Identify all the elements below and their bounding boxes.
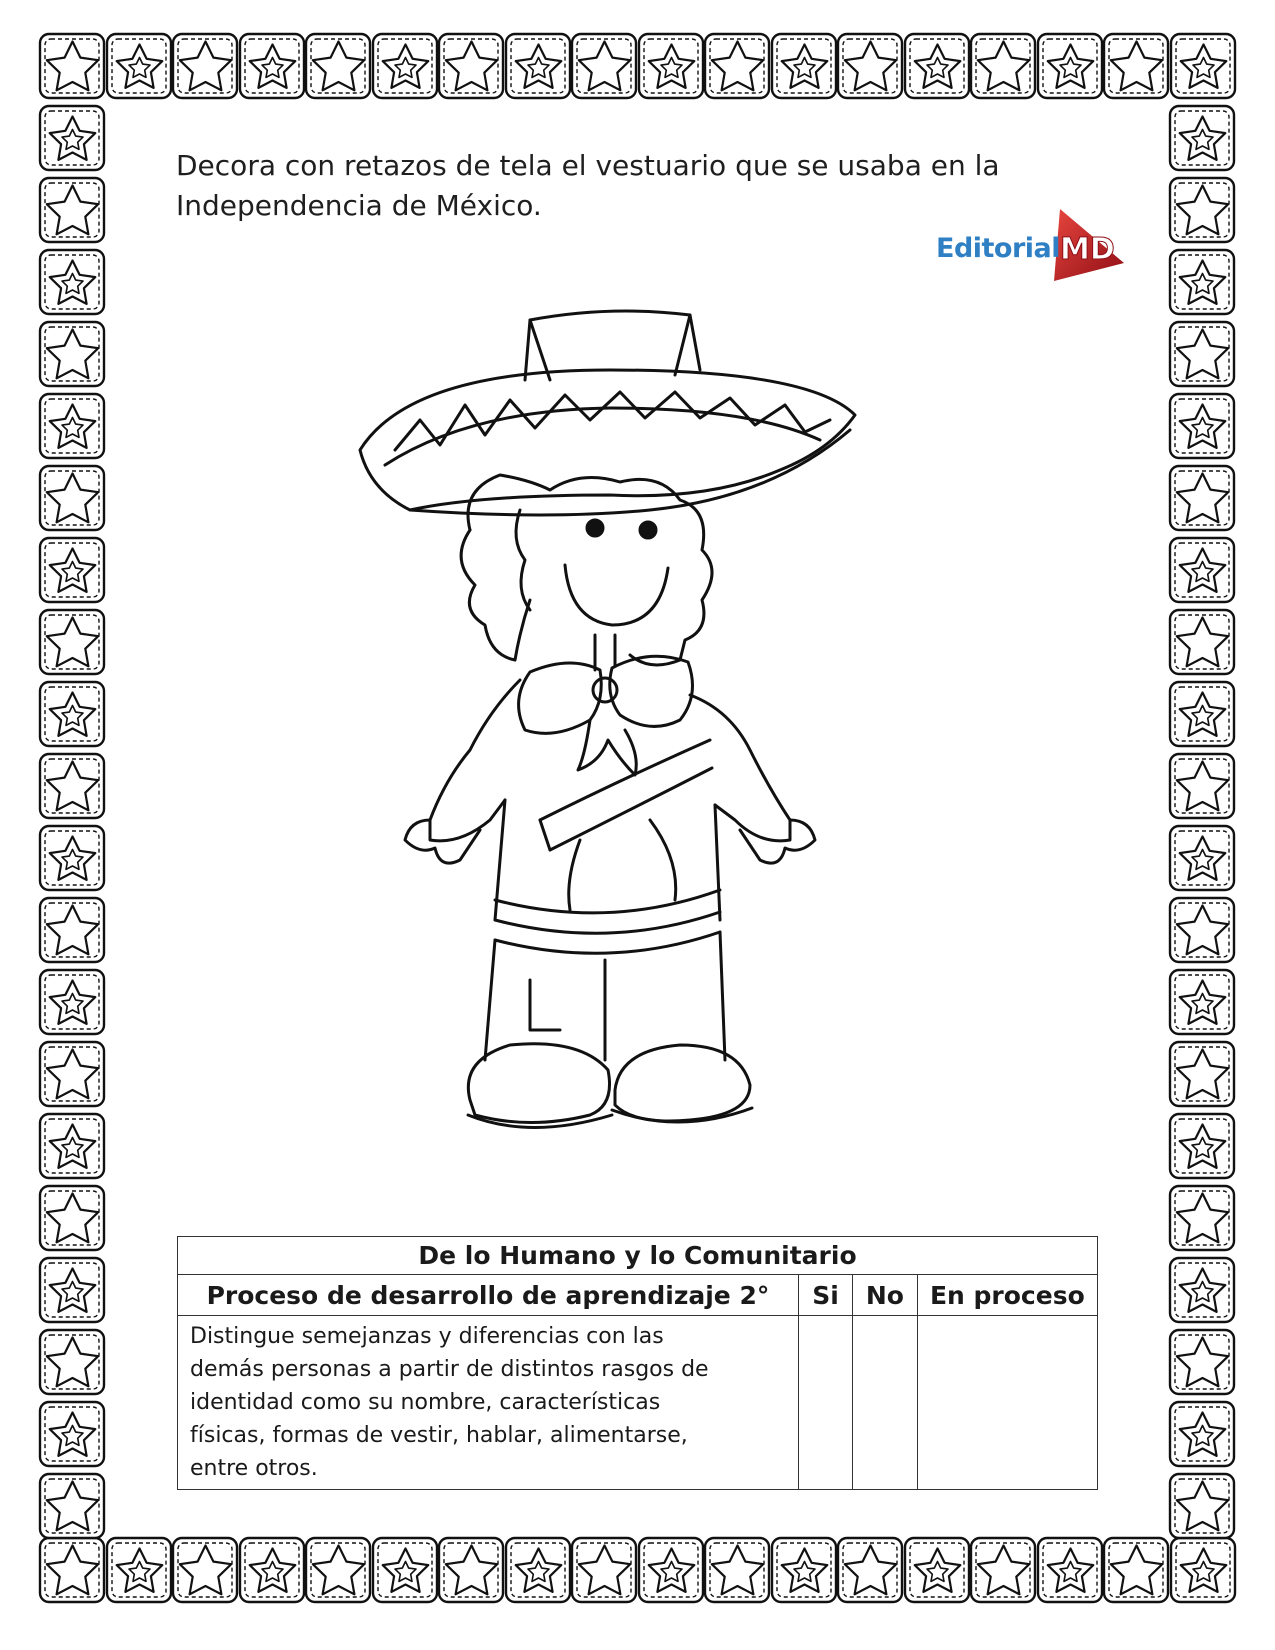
double-star-tile	[373, 1538, 437, 1602]
double-star-tile	[373, 34, 437, 98]
star-tile	[1170, 466, 1234, 530]
star-tile	[838, 34, 902, 98]
star-tile	[40, 466, 104, 530]
criterion-description	[178, 1316, 799, 1490]
star-tile	[306, 1538, 370, 1602]
double-star-tile	[40, 106, 104, 170]
star-tile	[40, 34, 104, 98]
star-tile	[439, 1538, 503, 1602]
double-star-tile	[1171, 1538, 1235, 1602]
double-star-tile	[1170, 394, 1234, 458]
star-tile	[572, 1538, 636, 1602]
star-tile	[705, 1538, 769, 1602]
double-star-tile	[506, 1538, 570, 1602]
double-star-tile	[1170, 1402, 1234, 1466]
star-tile	[1170, 898, 1234, 962]
double-star-tile	[1170, 682, 1234, 746]
star-tile	[40, 322, 104, 386]
boy-sombrero-coloring-icon	[350, 300, 930, 1210]
star-tile	[1104, 34, 1168, 98]
instructions-text	[176, 146, 1056, 226]
double-star-tile	[1170, 826, 1234, 890]
instructions-line-1: Decora con retazos de tela el vestuario que se usaba en la	[176, 149, 1000, 182]
star-tile	[40, 610, 104, 674]
star-tile	[40, 178, 104, 242]
star-tile	[1170, 754, 1234, 818]
rubric-title-row	[178, 1237, 1098, 1275]
star-tile	[1170, 610, 1234, 674]
star-tile	[40, 898, 104, 962]
star-tile	[306, 34, 370, 98]
star-tile	[971, 1538, 1035, 1602]
instructions-line-2: Independencia de México.	[176, 189, 542, 222]
checkbox-cell-yes[interactable]	[798, 1316, 852, 1490]
star-tile	[1170, 1042, 1234, 1106]
double-star-tile	[107, 1538, 171, 1602]
criterion-line: Distingue semejanzas y diferencias con las	[190, 1324, 664, 1349]
boy-sombrero-illustration	[350, 300, 930, 1210]
checkbox-cell-no[interactable]	[853, 1316, 918, 1490]
double-star-tile	[905, 1538, 969, 1602]
header-process: Proceso de desarrollo de aprendizaje 2°	[178, 1275, 799, 1316]
star-tile	[1170, 1330, 1234, 1394]
star-tile	[1170, 1186, 1234, 1250]
header-yes: Si	[798, 1275, 852, 1316]
double-star-tile	[40, 538, 104, 602]
star-tile	[40, 1042, 104, 1106]
double-star-tile	[40, 970, 104, 1034]
star-tile	[705, 34, 769, 98]
rubric-table	[177, 1236, 1098, 1490]
star-tile	[1104, 1538, 1168, 1602]
criterion-line: demás personas a partir de distintos rasgos de	[190, 1357, 709, 1382]
rubric-criterion-row	[178, 1316, 1098, 1490]
star-tile	[439, 34, 503, 98]
double-star-tile	[639, 1538, 703, 1602]
star-tile	[173, 1538, 237, 1602]
star-tile	[1170, 178, 1234, 242]
double-star-tile	[1038, 1538, 1102, 1602]
svg-text:MD: MD	[1060, 232, 1115, 267]
double-star-tile	[1170, 538, 1234, 602]
star-tile	[40, 1186, 104, 1250]
star-tile	[40, 1474, 104, 1538]
double-star-tile	[1170, 1114, 1234, 1178]
star-tile	[40, 1538, 104, 1602]
double-star-tile	[1171, 34, 1235, 98]
rubric-title: De lo Humano y lo Comunitario	[178, 1237, 1098, 1275]
double-star-tile	[40, 1114, 104, 1178]
checkbox-cell-in-process[interactable]	[917, 1316, 1097, 1490]
star-tile	[838, 1538, 902, 1602]
double-star-tile	[1170, 250, 1234, 314]
star-tile	[1170, 1474, 1234, 1538]
star-tile	[1170, 322, 1234, 386]
editorial-md-logo	[936, 203, 1126, 283]
star-tile	[572, 34, 636, 98]
double-star-tile	[40, 1258, 104, 1322]
double-star-tile	[40, 1402, 104, 1466]
double-star-tile	[1038, 34, 1102, 98]
double-star-tile	[1170, 1258, 1234, 1322]
double-star-tile	[639, 34, 703, 98]
criterion-line: identidad como su nombre, características	[190, 1390, 661, 1415]
double-star-tile	[772, 1538, 836, 1602]
double-star-tile	[40, 250, 104, 314]
header-no: No	[853, 1275, 918, 1316]
double-star-tile	[40, 682, 104, 746]
rubric-header-row	[178, 1275, 1098, 1316]
header-in-process: En proceso	[917, 1275, 1097, 1316]
double-star-tile	[40, 826, 104, 890]
star-tile	[173, 34, 237, 98]
double-star-tile	[905, 34, 969, 98]
criterion-line: físicas, formas de vestir, hablar, alimentarse,	[190, 1423, 688, 1448]
star-tile	[40, 1330, 104, 1394]
double-star-tile	[107, 34, 171, 98]
criterion-line: entre otros.	[190, 1456, 318, 1481]
double-star-tile	[772, 34, 836, 98]
double-star-tile	[40, 394, 104, 458]
double-star-tile	[240, 34, 304, 98]
double-star-tile	[1170, 970, 1234, 1034]
logo-wordmark: Editorial	[936, 233, 1061, 264]
star-tile	[40, 754, 104, 818]
double-star-tile	[1170, 106, 1234, 170]
double-star-tile	[506, 34, 570, 98]
star-tile	[971, 34, 1035, 98]
double-star-tile	[240, 1538, 304, 1602]
